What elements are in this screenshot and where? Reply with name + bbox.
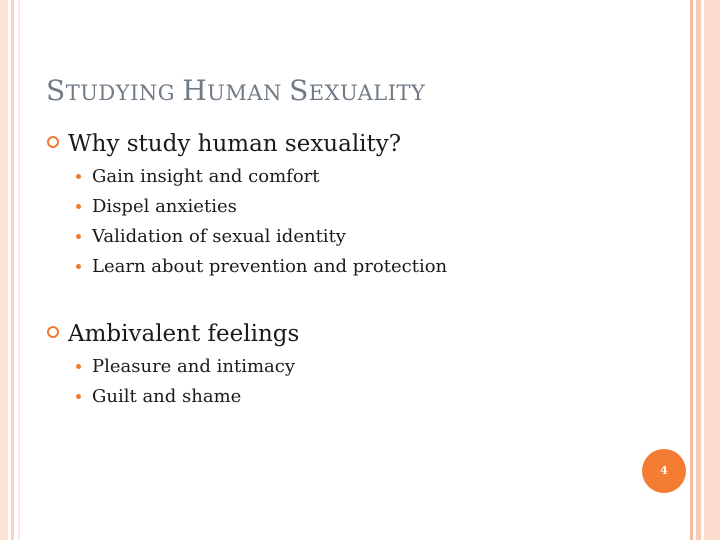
title-cap: S	[46, 74, 66, 107]
list-item-text: Pleasure and intimacy	[92, 356, 296, 377]
left-border-stripe	[18, 0, 20, 540]
ring-bullet-icon	[47, 326, 59, 338]
right-border-stripe	[696, 0, 701, 540]
list-item-text: Learn about prevention and protection	[92, 256, 448, 277]
title-rest: UMAN	[207, 81, 290, 105]
section-heading-text: Ambivalent feelings	[68, 321, 300, 347]
section-heading	[46, 131, 401, 157]
title-rest: TUDYING	[65, 81, 183, 105]
page-number-badge: 4	[642, 449, 686, 493]
slide-title	[46, 74, 425, 107]
list-item	[76, 386, 241, 407]
list-item	[76, 196, 237, 217]
list-item	[76, 356, 295, 377]
dot-bullet-icon	[76, 204, 81, 209]
dot-bullet-icon	[76, 394, 81, 399]
dot-bullet-icon	[76, 364, 81, 369]
list-item-text: Gain insight and comfort	[92, 166, 320, 187]
ring-bullet-icon	[47, 136, 59, 148]
list-item	[76, 256, 447, 277]
title-cap: H	[182, 74, 208, 107]
left-border-stripe	[11, 0, 14, 540]
list-item-text: Validation of sexual identity	[92, 226, 346, 247]
right-border-stripe	[690, 0, 693, 540]
right-border-stripe	[704, 0, 720, 540]
list-item	[76, 226, 346, 247]
dot-bullet-icon	[76, 234, 81, 239]
title-cap: S	[289, 74, 309, 107]
section-heading	[46, 321, 299, 347]
dot-bullet-icon	[76, 264, 81, 269]
title-rest: EXUALITY	[308, 81, 426, 105]
dot-bullet-icon	[76, 174, 81, 179]
list-item-text: Dispel anxieties	[92, 196, 237, 217]
left-border-stripe	[0, 0, 8, 540]
list-item-text: Guilt and shame	[92, 386, 242, 407]
section-heading-text: Why study human sexuality?	[68, 131, 402, 157]
list-item	[76, 166, 320, 187]
